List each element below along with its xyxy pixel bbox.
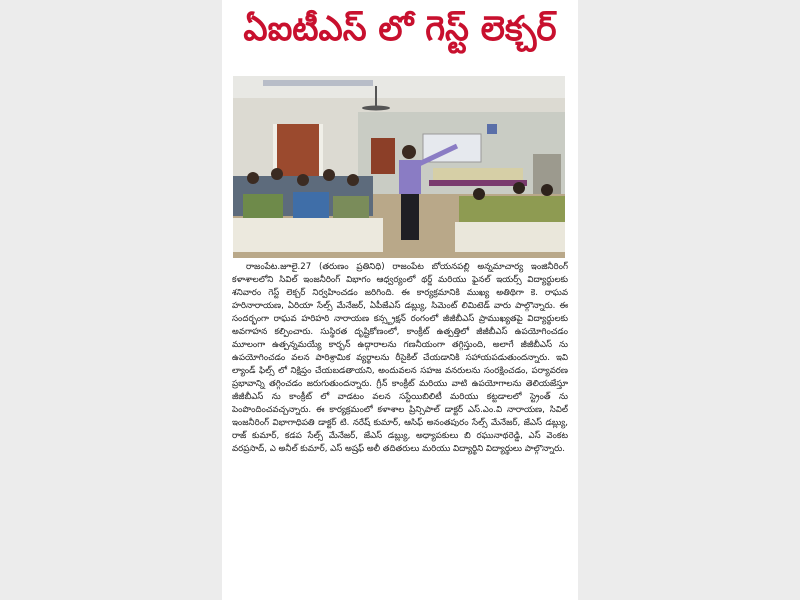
article-body <box>232 261 568 597</box>
student-blue-shirt <box>293 192 329 218</box>
student-olive-shirt <box>333 196 369 218</box>
student-head <box>323 169 335 181</box>
wall-clock <box>487 124 497 134</box>
lecturer-head <box>402 145 416 159</box>
chairs-front-right <box>455 222 565 252</box>
chairs-far <box>433 168 523 180</box>
newspaper-clipping <box>222 0 578 600</box>
student-head <box>271 168 283 180</box>
student-head <box>347 174 359 186</box>
classroom-lecture-photo <box>233 76 565 258</box>
ceiling-fan <box>362 106 390 111</box>
student-head <box>297 174 309 186</box>
lecturer-shirt <box>399 160 421 194</box>
student-head <box>473 188 485 200</box>
ceiling <box>233 76 565 98</box>
student-head <box>513 182 525 194</box>
headline: ఏఐటీఎస్ లో గెస్ట్ లెక్చర్ <box>243 9 557 49</box>
lecturer-trousers <box>401 194 419 240</box>
news-photo <box>233 76 565 258</box>
curtain-right <box>371 138 395 174</box>
student-head <box>541 184 553 196</box>
student-green-shirt <box>243 194 283 220</box>
chairs-colored <box>429 180 527 186</box>
student-head <box>247 172 259 184</box>
curtain <box>277 124 319 182</box>
ceiling-light <box>263 80 373 86</box>
students-right <box>459 196 565 224</box>
chairs-front-left <box>233 218 383 252</box>
article-paragraph: రాజంపేట.జూలై.27 (తరుణం ప్రతినిధి) రాజంపేట బోయనపల్లి అన్నమాచార్య ఇంజినీరింగ్ కళాశాలలోని సివిల్ ఇంజనీరింగ్ విభాగం ఆధ్వర్యంలో థర్డ్ మరియు ఫైనల్ ఇయర్స్ విద్యార్థులకు శనివారం గెస్ట్ లెక్చర్ నిర్వహించడం జరిగింది. ఈ కార్యక్రమానికి ముఖ్య అతిథిగా కె. రాఘవ హరినారాయణ, ఏరియా సేల్స్ మేనేజర్, ఏపీజేఎస్ డబ్ల్యు, సిమెంట్ లిమిటెడ్ వారు పాల్గొన్నారు. ఈ సందర్భంగా రాఘవ హరిహరి నారాయణ కన్స్ట్రక్షన్ రంగంలో జీజీబీఎస్ ప్రాముఖ్యతపై విద్యార్థులకు అవగాహన కల్పించారు. సుస్థిరత దృష్టికోణంలో, కాంక్రీట్ ఉత్పత్తిలో జీజీబీఎస్ ఉపయోగించడం మూలంగా ఉత్పన్నమయ్యే కార్బన్ ఉద్గారాలను గణనీయంగా తగ్గిస్తుంది, అలాగే జీజీబీఎస్ ను ఉపయోగించడం వలన పారిశ్రామిక వ్యర్థాలను రీసైకిల్ చేయడానికి సహాయపడుతుందన్నారు. ఇవి ల్యాండ్ ఫిల్స్ లో నిక్షిప్తం చేయబడతాయని, అందువలన సహజ వనరులను సంరక్షించడం, పర్యావరణ ప్రభావాన్ని తగ్గించడం జరుగుతుందన్నారు. గ్రీన్ కాంక్రీట్ మరియు వాటి ఉపయోగాలను తెలియజేస్తూ జీజీబీఎస్ ను కాంక్రీట్ లో వాడటం వలన సస్టేయిబిలిటీ మరియు కట్టడాలలో స్ట్రెంత్ ను పెంపొందించవచ్చన్నారు. ఈ కార్యక్రమంలో కళాశాల ప్రిన్సిపాల్ డాక్టర్ ఎస్.ఎం.వి నారాయణ, సివిల్ ఇంజనీరింగ్ విభాగాధిపతి డాక్టర్ టి. నరేష్ కుమార్, ఆసిఫ్ అనంతపురం సేల్స్ మేనేజర్, జేఎస్ డబ్ల్యు, రాజ్ కుమార్, కడప సేల్స్ మేనేజర్, జేఎస్ డబ్ల్యు, అధ్యాపకులు బి రఘునాథరెడ్డి, ఎస్ వెంకట వరప్రసాద్, ఎ అనీల్ కుమార్, ఎస్ అష్రఫ్ అలీ తదితరులు మరియు విద్యార్థిని విద్యార్థులు పాల్గొన్నారు. <box>232 262 568 454</box>
